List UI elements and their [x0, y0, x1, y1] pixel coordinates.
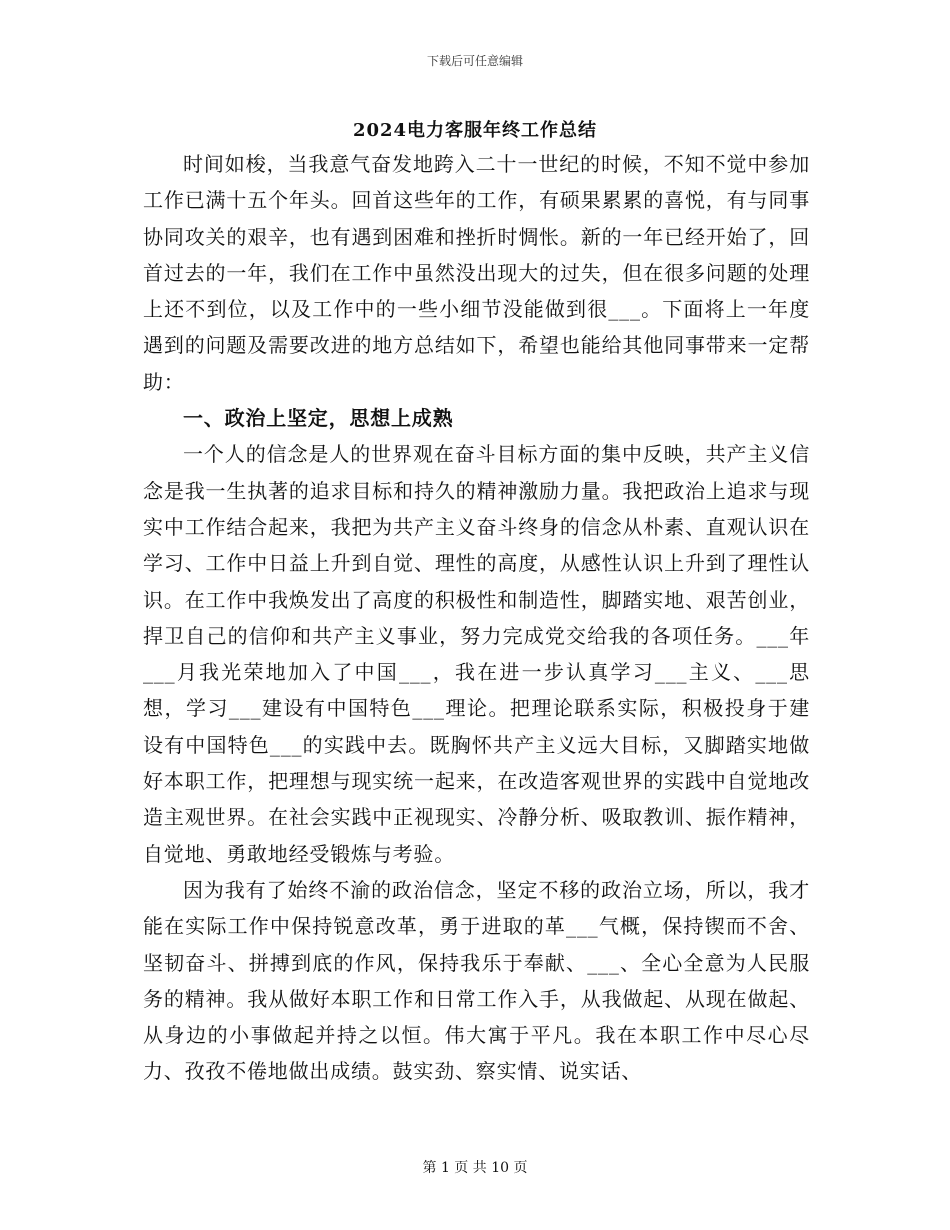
paragraph-political-practice: 因为我有了始终不渝的政治信念，坚定不移的政治立场，所以，我才能在实际工作中保持锐意改革，勇于进取的革___气概，保持锲而不舍、坚韧奋斗、拼搏到底的作风，保持我乐于奉献、___、全心全意为人民服务的精神。我从做好本职工作和日常工作入手，从我做起、从现在做起、从身边的小事做起并持之以恒。伟大寓于平凡。我在本职工作中尽心尽力、孜孜不倦地做出成绩。鼓实劲、察实情、说实话、 — [143, 877, 810, 1084]
document-title: 2024电力客服年终工作总结 — [352, 120, 598, 141]
page-header-note: 下载后可任意编辑 — [426, 54, 523, 68]
paragraph-intro: 时间如梭，当我意气奋发地跨入二十一世纪的时候，不知不觉中参加工作已满十五个年头。回首这些年的工作，有硕果累累的喜悦，有与同事协同攻关的艰辛，也有遇到困难和挫折时惆怅。新的一年已经开始了，回首过去的一年，我们在工作中虽然没出现大的过失，但在很多问题的处理上还不到位，以及工作中的一些小细节没能做到很___。下面将上一年度遇到的问题及需要改进的地方总结如下，希望也能给其他同事带来一定帮助： — [143, 152, 810, 394]
page-number: 第 1 页 共 10 页 — [422, 1160, 528, 1176]
section-heading: 一、政治上坚定，思想上成熟 — [183, 406, 454, 431]
paragraph-political-belief: 一个人的信念是人的世界观在奋斗目标方面的集中反映，共产主义信念是我一生执著的追求目标和持久的精神激励力量。我把政治上追求与现实中工作结合起来，我把为共产主义奋斗终身的信念从朴素、直观认识在学习、工作中日益上升到自觉、理性的高度，从感性认识上升到了理性认识。在工作中我焕发出了高度的积极性和制造性，脚踏实地、艰苦创业，捍卫自己的信仰和共产主义事业，努力完成党交给我的各项任务。___年___月我光荣地加入了中国___，我在进一步认真学习___主义、___思想，学习___建设有中国特色___理论。把理论联系实际，积极投身于建设有中国特色___的实践中去。既胸怀共产主义远大目标，又脚踏实地做好本职工作，把理想与现实统一起来，在改造客观世界的实践中自觉地改造主观世界。在社会实践中正视现实、冷静分析、吸取教训、振作精神，自觉地、勇敢地经受锻炼与考验。 — [143, 442, 810, 866]
document-body — [143, 146, 810, 1090]
